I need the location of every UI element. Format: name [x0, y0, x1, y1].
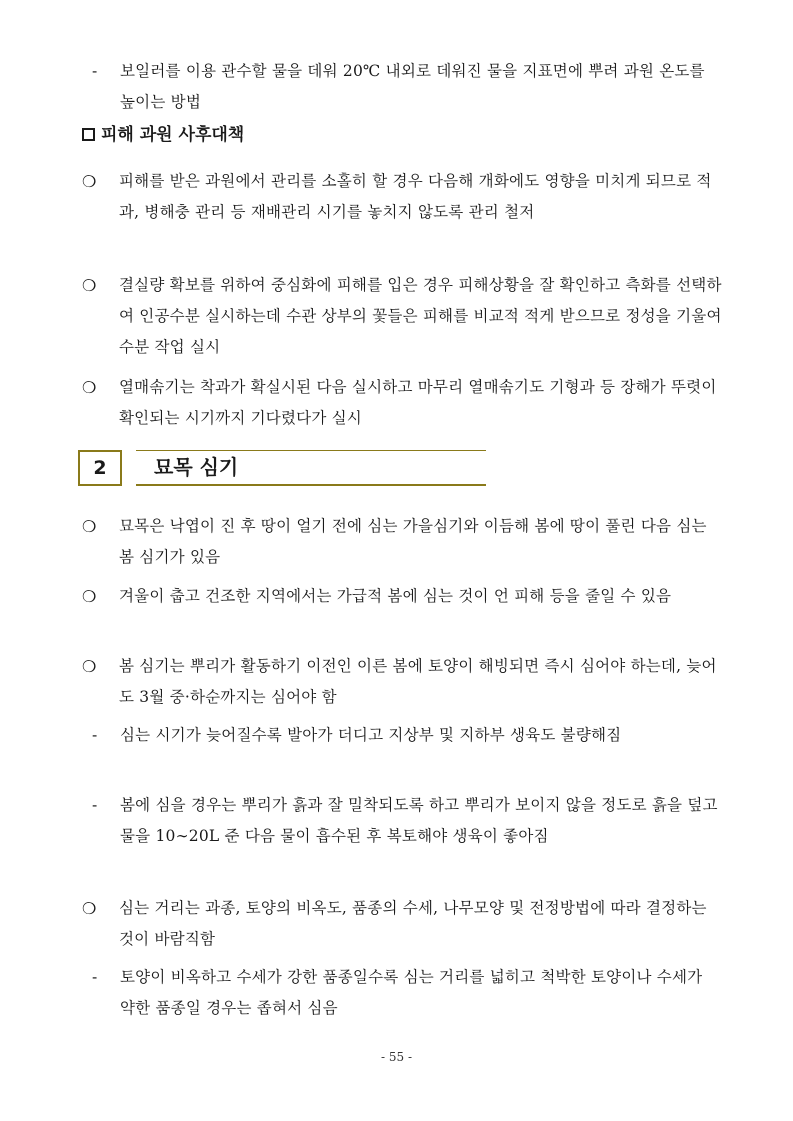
circle-bullet-icon: ❍ [82, 657, 97, 676]
chapter-item-3 [82, 651, 722, 713]
intro-dash-item [92, 56, 722, 118]
item-text: 열매솎기는 착과가 확실시된 다음 실시하고 마무리 열매솎기도 기형과 등 장해가 뚜렷이 확인되는 시기까지 기다렸다가 실시 [119, 378, 717, 427]
section-item-2 [82, 270, 722, 363]
page-number: - 55 - [380, 1050, 412, 1064]
chapter-item-2 [82, 581, 722, 612]
item-text: 묘목은 낙엽이 진 후 땅이 얼기 전에 심는 가을심기와 이듬해 봄에 땅이 풀린 다음 심는 봄 심기가 있음 [119, 517, 707, 566]
circle-bullet-icon: ❍ [82, 587, 97, 606]
circle-bullet-icon: ❍ [82, 899, 97, 918]
circle-bullet-icon: ❍ [82, 378, 97, 397]
item-text: 보일러를 이용 관수할 물을 데워 20℃ 내외로 데워진 물을 지표면에 뿌려 과원 온도를 높이는 방법 [120, 62, 705, 111]
section-item-1 [82, 166, 722, 228]
dash-bullet: - [92, 968, 98, 986]
dash-bullet: - [92, 62, 98, 80]
item-text: 겨울이 춥고 건조한 지역에서는 가급적 봄에 심는 것이 언 피해 등을 줄일 수 있음 [119, 587, 672, 605]
chapter-number: 2 [78, 450, 122, 486]
chapter-dash-item-1 [92, 720, 722, 751]
item-text: 봄에 심을 경우는 뿌리가 흙과 잘 밀착되도록 하고 뿌리가 보이지 않을 정도로 흙을 덮고 물을 10∼20L 준 다음 물이 흡수된 후 복토해야 생육이 좋아짐 [120, 796, 718, 845]
chapter-heading [78, 450, 486, 490]
chapter-title: 묘목 심기 [136, 450, 486, 486]
chapter-dash-item-3 [92, 962, 722, 1024]
item-text: 봄 심기는 뿌리가 활동하기 이전인 이른 봄에 토양이 해빙되면 즉시 심어야 하는데, 늦어도 3월 중·하순까지는 심어야 함 [119, 657, 717, 706]
chapter-item-1 [82, 511, 722, 573]
dash-bullet: - [92, 796, 98, 814]
item-text: 심는 시기가 늦어질수록 발아가 더디고 지상부 및 지하부 생육도 불량해짐 [120, 726, 622, 744]
circle-bullet-icon: ❍ [82, 276, 97, 295]
item-text: 결실량 확보를 위하여 중심화에 피해를 입은 경우 피해상황을 잘 확인하고 측화를 선택하여 인공수분 실시하는데 수관 상부의 꽃들은 피해를 비교적 적게 받으므로 정성을 기울여 수분 작업 실시 [119, 276, 722, 356]
section-title: 피해 과원 사후대책 [101, 125, 245, 145]
circle-bullet-icon: ❍ [82, 517, 97, 536]
section-item-3 [82, 372, 722, 434]
chapter-dash-item-2 [92, 790, 722, 852]
item-text: 토양이 비옥하고 수세가 강한 품종일수록 심는 거리를 넓히고 척박한 토양이나 수세가 약한 품종일 경우는 좁혀서 심음 [120, 968, 703, 1017]
dash-bullet: - [92, 726, 98, 744]
section-heading [82, 122, 244, 148]
chapter-item-4 [82, 893, 722, 955]
circle-bullet-icon: ❍ [82, 172, 97, 191]
checkbox-square-icon [82, 128, 95, 141]
item-text: 피해를 받은 과원에서 관리를 소홀히 할 경우 다음해 개화에도 영향을 미치게 되므로 적과, 병해충 관리 등 재배관리 시기를 놓치지 않도록 관리 철저 [119, 172, 712, 221]
item-text: 심는 거리는 과종, 토양의 비옥도, 품종의 수세, 나무모양 및 전정방법에 따라 결정하는 것이 바람직함 [119, 899, 707, 948]
